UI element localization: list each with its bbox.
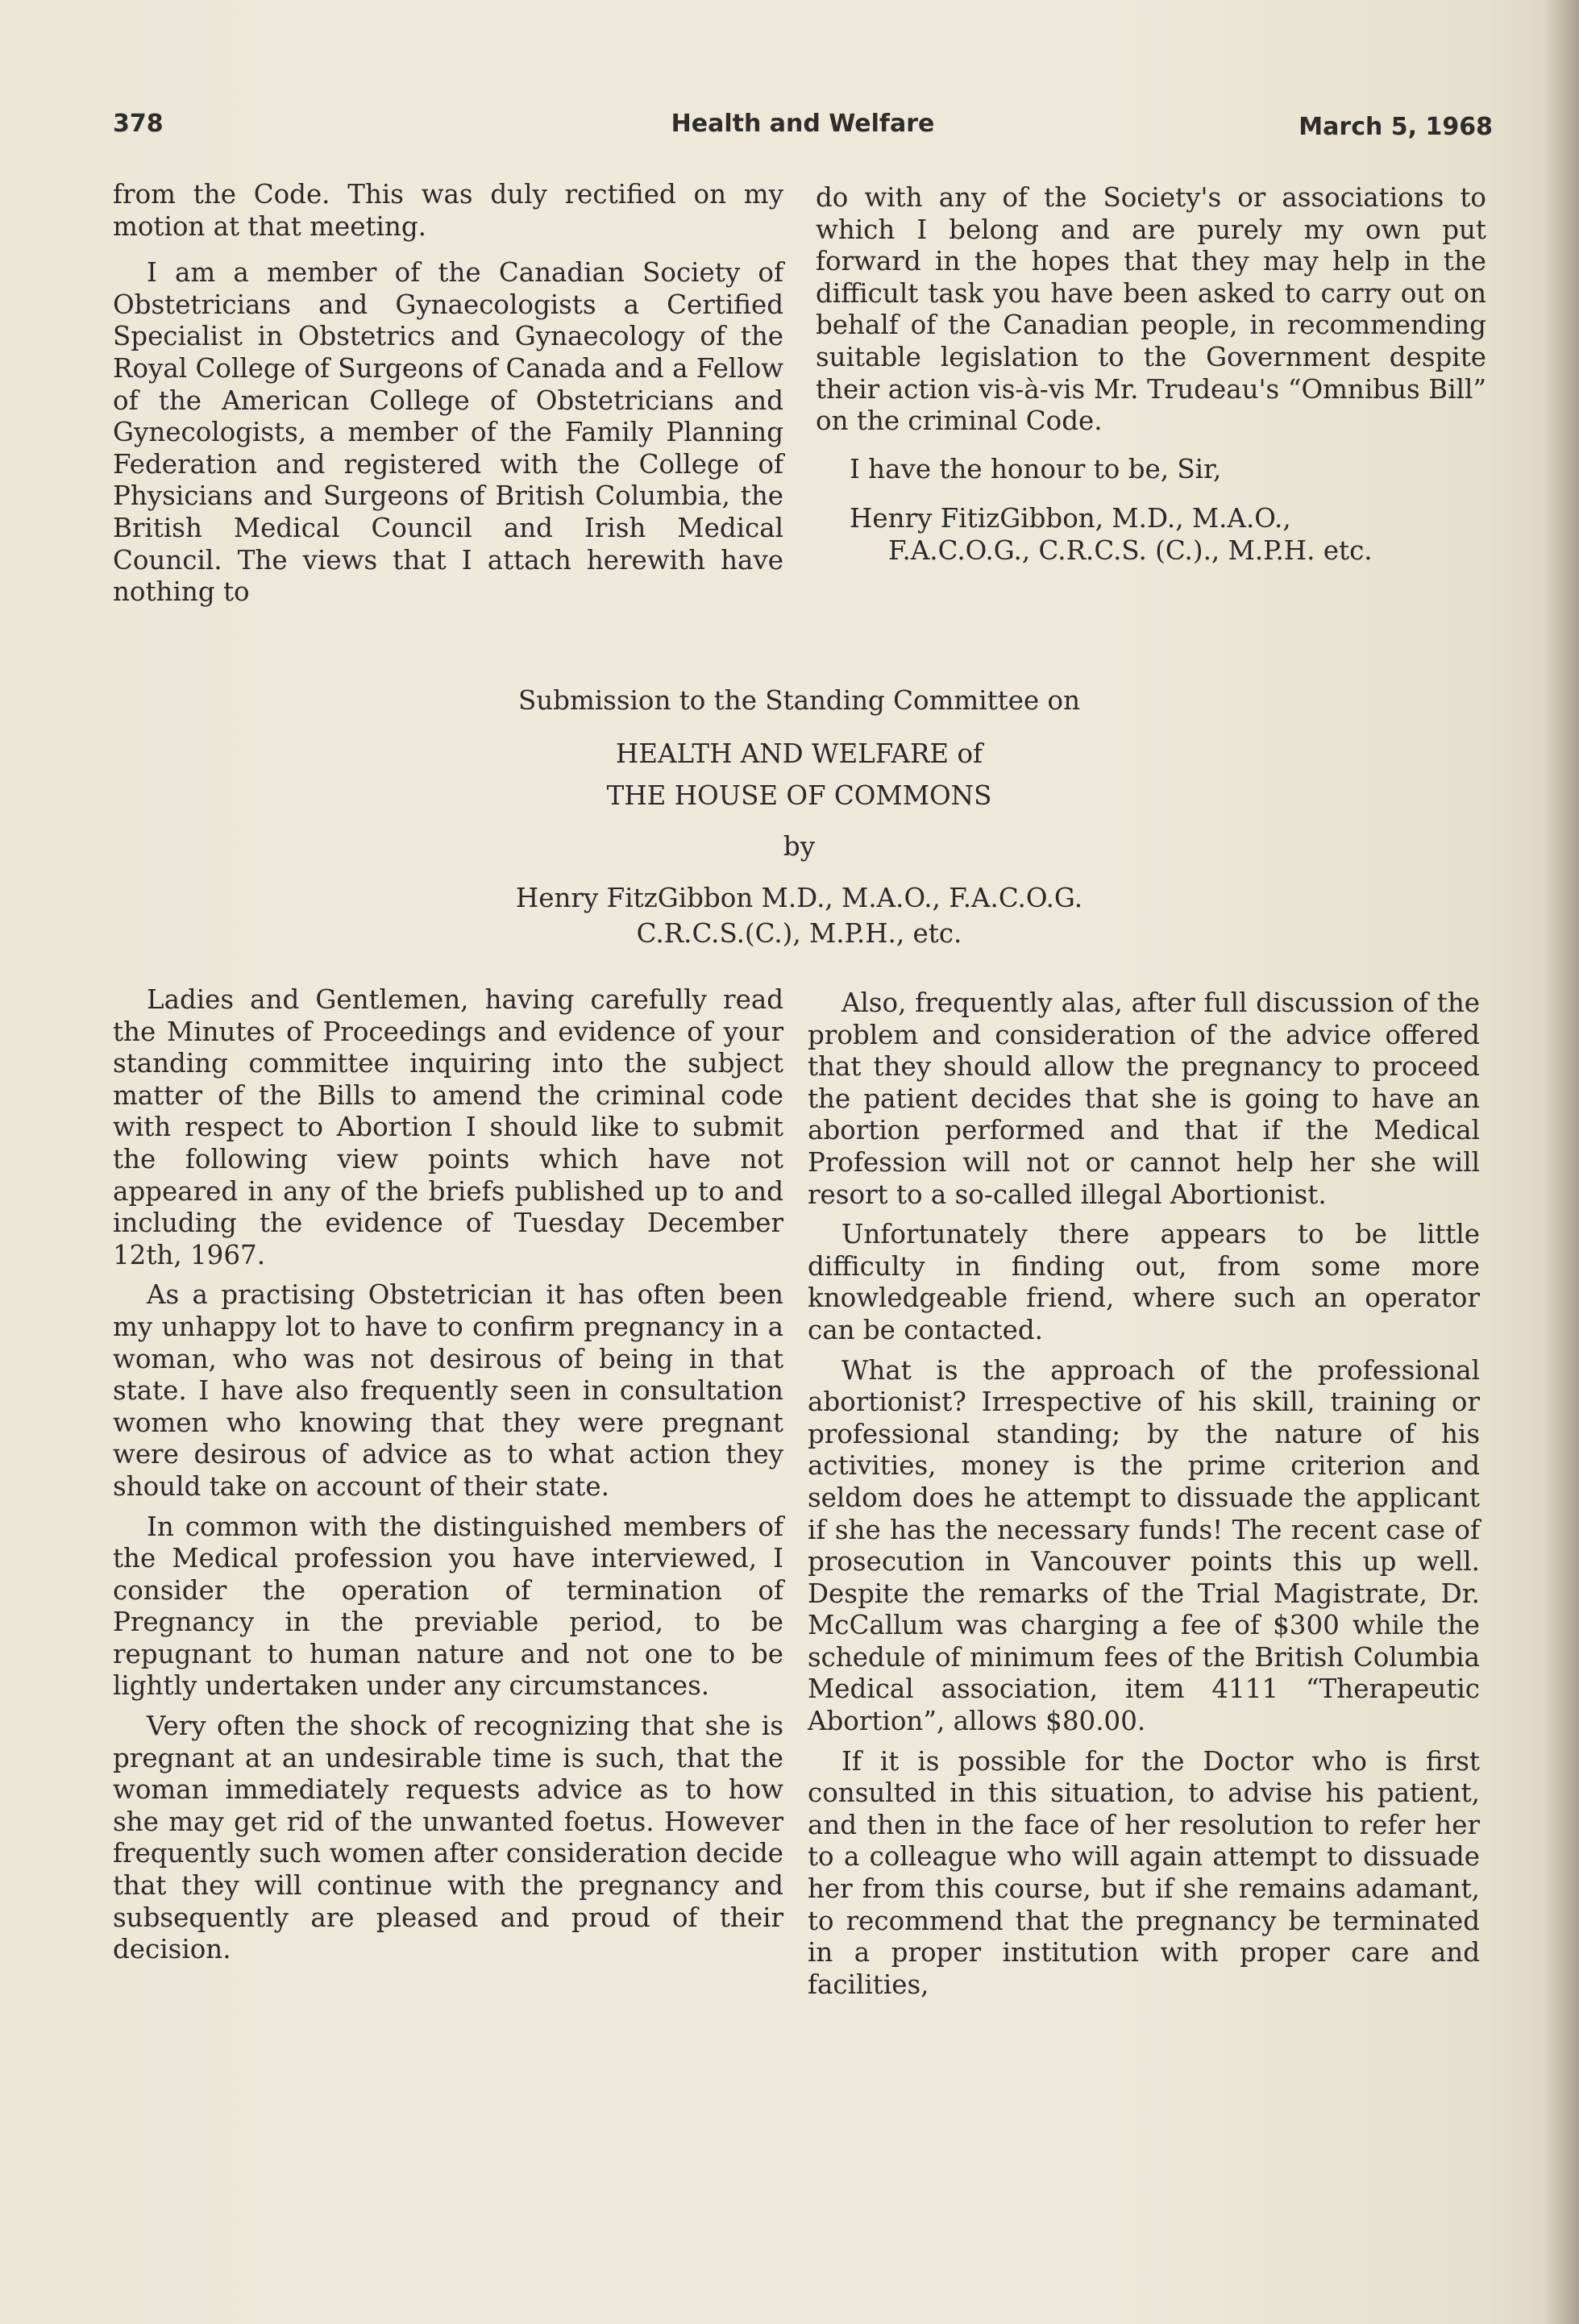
paragraph: What is the approach of the professional abortionist? Irrespective of his skill, training or professional standing; by the nature of his activities, money is the prime criterion and seldom does he attempt to dissuade the applicant if she has the necessary funds! The recent case of prosecution in Vancouver points this up well. Despite the remarks of the Trial Magistrate, Dr. McCallum was charging a fee of $300 while the schedule of minimum fees of the British Columbia Medical association, item 4111 “Therapeutic Abortion”, allows $80.00. <box>808 1354 1480 1737</box>
by-line: by <box>783 831 816 862</box>
paragraph: If it is possible for the Doctor who is first consulted in this situation, to advise his patient, and then in the face of her resolution to refer her to a colleague who will again attempt to dissuade her from this course, but if she remains adamant, to recommend that the pregnancy be terminated in a proper institution with proper care and facilities, <box>808 1745 1480 2000</box>
closing-line: I have the honour to be, Sir, <box>850 453 1222 484</box>
running-title: Health and Welfare <box>671 110 935 138</box>
submission-line: Submission to the Standing Committee on <box>517 685 1081 716</box>
paragraph: As a practising Obstetrician it has often been my unhappy lot to have to confirm pregnancy in a woman, who was not desirous of being in that state. I have also frequently seen in consultation women who knowing that they were pregnant were desirous of advice as to what action they should take on account of their state. <box>113 1279 783 1502</box>
committee-name: HEALTH AND WELFARE of <box>615 738 983 769</box>
paragraph: do with any of the Society's or associations to which I belong and are purely my own put forward in the hopes that they may help in the difficult task you have been asked to carry out on behalf of the Canadian people, in recommending suitable legislation to the Government despite their action vis-à-vis Mr. Trudeau's “Omnibus Bill” on the criminal Code. <box>816 182 1486 437</box>
house-name: THE HOUSE OF COMMONS <box>606 780 992 811</box>
top-left-column <box>113 179 783 617</box>
bottom-right-column <box>808 987 1480 2009</box>
top-right-column <box>816 182 1486 576</box>
paragraph: from the Code. This was duly rectified on my motion at that meeting. <box>113 179 783 242</box>
paragraph: Also, frequently alas, after full discussion of the problem and consideration of the advice offered that they should allow the pregnancy to proceed the patient decides that she is going to have an abortion performed and that if the Medical Profession will not or cannot help her she will resort to a so-called illegal Abortionist. <box>808 987 1480 1210</box>
paragraph: Very often the shock of recognizing that she is pregnant at an undesirable time is such, that the woman immediately requests advice as to how she may get rid of the unwanted foetus. However frequently such women after consideration decide that they will continue with the pregnancy and subsequently are pleased and proud of their decision. <box>113 1711 783 1965</box>
running-date: March 5, 1968 <box>1299 113 1493 141</box>
paragraph: Ladies and Gentlemen, having carefully read the Minutes of Proceedings and evidence of your standing committee inquiring into the subject matter of the Bills to amend the criminal code with respect to Abortion I should like to submit the following view points which have not appeared in any of the briefs published up to and including the evidence of Tuesday December 12th, 1967. <box>113 984 783 1270</box>
author-line-1: Henry FitzGibbon M.D., M.A.O., F.A.C.O.G. <box>515 883 1083 913</box>
bottom-left-column <box>113 984 783 1974</box>
paragraph: In common with the distinguished members of the Medical profession you have interviewed, I consider the operation of termination of Pregnancy in the previable period, to be repugnant to human nature and not one to be lightly undertaken under any circumstances. <box>113 1511 783 1702</box>
page-number: 378 <box>113 110 164 138</box>
paragraph: I am a member of the Canadian Society of Obstetricians and Gynaecologists a Certified Specialist in Obstetrics and Gynaecology of the Royal College of Surgeons of Canada and a Fellow of the American College of Obstetricians and Gynecologists, a member of the Family Planning Federation and registered with the College of Physicians and Surgeons of British Columbia, the British Medical Council and Irish Medical Council. The views that I attach herewith have nothing to <box>113 257 783 608</box>
signature-line-1: Henry FitizGibbon, M.D., M.A.O., <box>850 503 1291 534</box>
signature-line-2: F.A.C.O.G., C.R.C.S. (C.)., M.P.H. etc. <box>888 534 1373 566</box>
running-head <box>113 110 1493 142</box>
paragraph: Unfortunately there appears to be little difficulty in finding out, from some more knowledgeable friend, where such an operator can be contacted. <box>808 1219 1480 1345</box>
binding-shadow <box>1544 0 1579 2324</box>
author-line-2: C.R.C.S.(C.), M.P.H., etc. <box>636 918 962 949</box>
